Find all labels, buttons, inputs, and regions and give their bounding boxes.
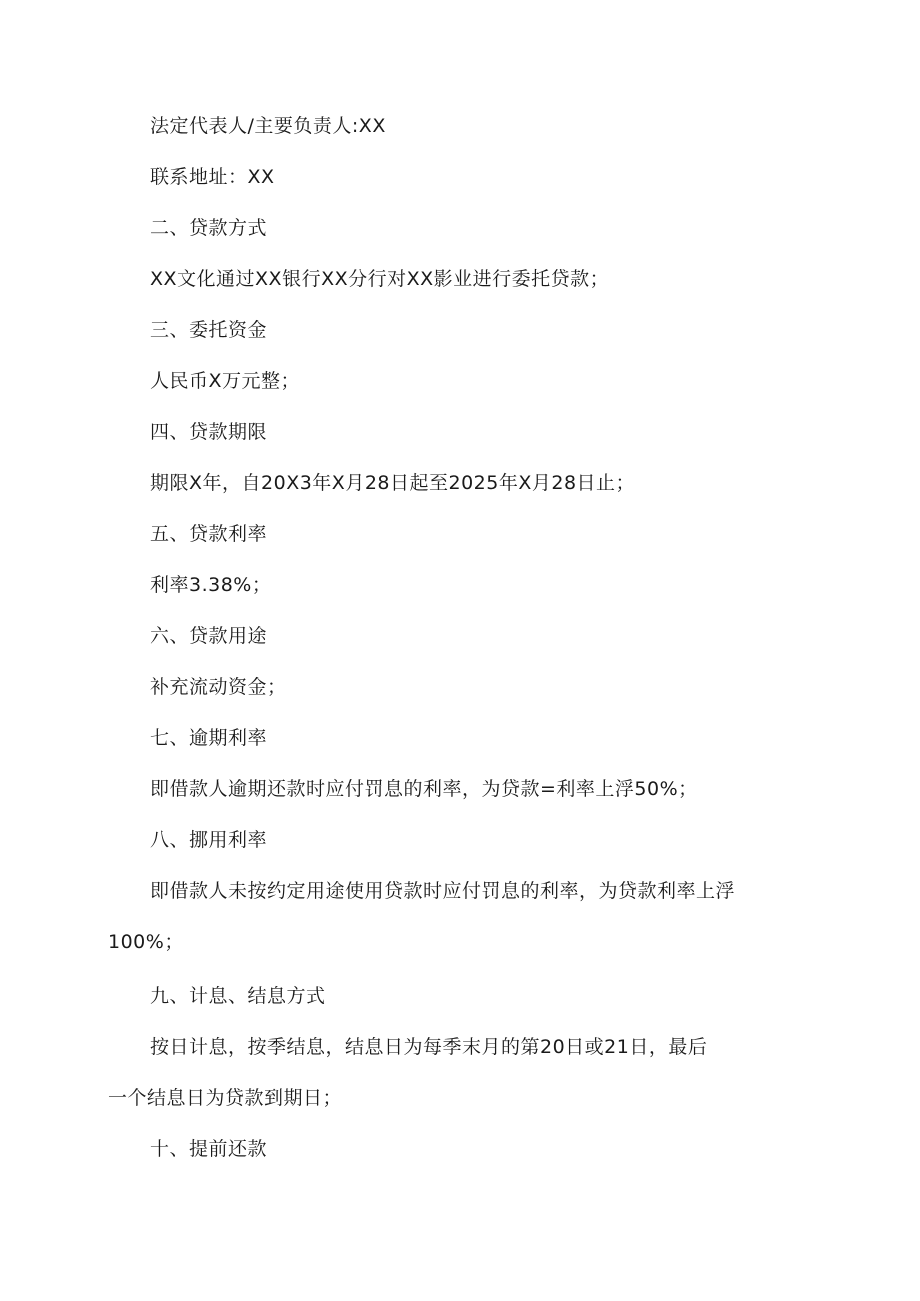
loan-purpose-text: 补充流动资金； xyxy=(150,676,287,698)
section-heading-early-repayment: 十、提前还款 xyxy=(150,1138,268,1160)
loan-term-text: 期限X年，自20X3年X月28日起至2025年X月28日止； xyxy=(150,472,636,494)
section-heading-entrusted-funds: 三、委托资金 xyxy=(150,319,268,341)
loan-rate-text: 利率3.38%； xyxy=(150,574,272,596)
interest-settlement-text: 按日计息，按季结息，结息日为每季末月的第20日或21日，最后 xyxy=(150,1036,708,1058)
misuse-rate-text: 即借款人未按约定用途使用贷款时应付罚息的利率，为贷款利率上浮 xyxy=(150,880,736,902)
misuse-rate-text-continued: 100%； xyxy=(108,931,184,953)
contact-address-line: 联系地址：XX xyxy=(150,166,275,188)
section-heading-loan-rate: 五、贷款利率 xyxy=(150,523,268,545)
interest-settlement-text-continued: 一个结息日为贷款到期日； xyxy=(108,1087,343,1109)
legal-representative-line: 法定代表人/主要负责人:XX xyxy=(150,115,386,137)
section-heading-loan-term: 四、贷款期限 xyxy=(150,421,268,443)
loan-method-text: XX文化通过XX银行XX分行对XX影业进行委托贷款； xyxy=(150,268,610,290)
overdue-rate-text: 即借款人逾期还款时应付罚息的利率，为贷款=利率上浮50%； xyxy=(150,778,698,800)
section-heading-misuse-rate: 八、挪用利率 xyxy=(150,829,268,851)
section-heading-interest-settlement: 九、计息、结息方式 xyxy=(150,985,326,1007)
section-heading-loan-method: 二、贷款方式 xyxy=(150,217,268,239)
section-heading-overdue-rate: 七、逾期利率 xyxy=(150,727,268,749)
section-heading-loan-purpose: 六、贷款用途 xyxy=(150,625,268,647)
entrusted-funds-text: 人民币X万元整； xyxy=(150,370,301,392)
